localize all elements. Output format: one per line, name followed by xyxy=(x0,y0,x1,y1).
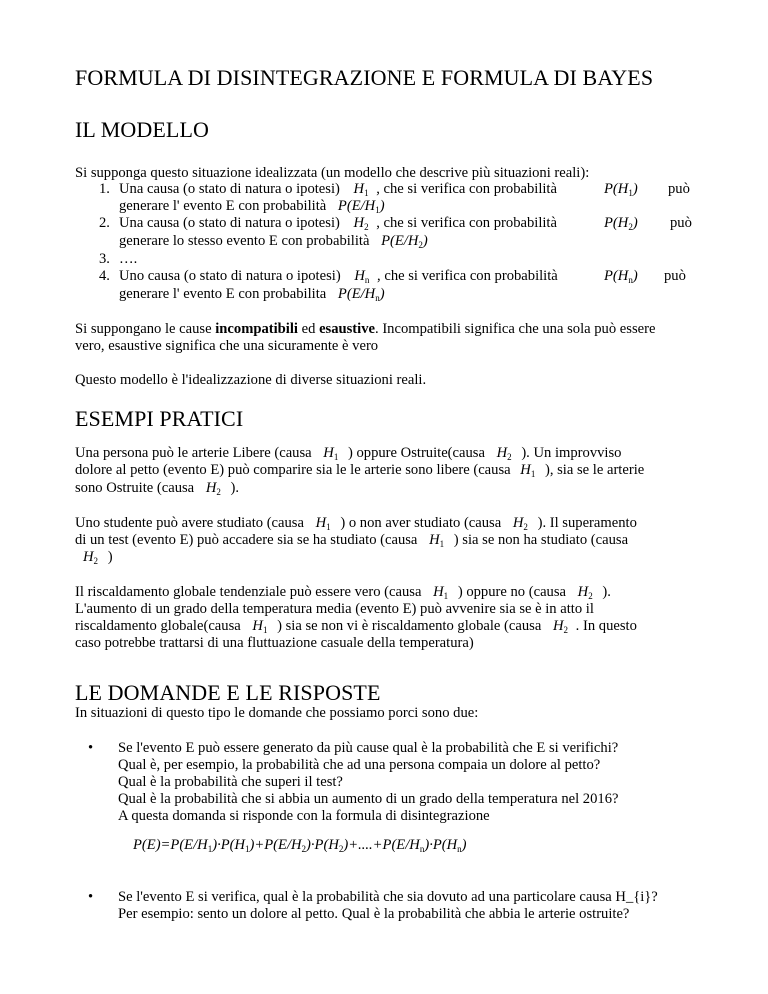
bullet2-line: Se l'evento E si verifica, qual è la probabilità che sia dovuto ad una particolare causa H_{i}? xyxy=(118,889,658,905)
section-heading-esempi: ESEMPI PRATICI xyxy=(75,406,244,431)
list-number: 3. xyxy=(99,251,110,267)
conditional-probability: $P(E/H_1)$ xyxy=(337,198,385,215)
section-heading-domande: LE DOMANDE E LE RISPOSTE xyxy=(75,680,381,705)
example1-line1: Una persona può le arterie Libere (causa $H_1$ ) oppure Ostruite(causa $H_2$ ). Un improvviso xyxy=(75,445,622,462)
domande-intro: In situazioni di questo tipo le domande che possiamo porci sono due: xyxy=(75,705,479,721)
list-item-line: Una causa (o stato di natura o ipotesi) $H_1$ , che si verifica con probabilità xyxy=(119,181,557,198)
bullet-icon: • xyxy=(88,740,94,756)
example2-line3: $H_2$ ) xyxy=(83,549,113,566)
example3-line3: riscaldamento globale(causa $H_1$ ) sia se non vi è riscaldamento globale (causa $H_2$ . In questo xyxy=(75,618,637,635)
bullet2-line: Per esempio: sento un dolore al petto. Qual è la probabilità che abbia le arterie ostruite? xyxy=(118,906,630,922)
list-number: 2. xyxy=(99,215,110,231)
list-item-line: Uno causa (o stato di natura o ipotesi) $H_n$ , che si verifica con probabilità xyxy=(119,268,558,285)
hypothesis-symbol: $H_n$ xyxy=(354,268,370,285)
hypothesis-symbol: $H_1$ xyxy=(353,181,369,198)
probability-symbol: $P(H_2)$ xyxy=(604,215,638,232)
conditional-probability: $P(E/H_n)$ xyxy=(337,286,385,303)
example1-line3: sono Ostruite (causa $H_2$ ). xyxy=(75,480,240,497)
example3-line1: Il riscaldamento globale tendenziale può essere vero (causa $H_1$ ) oppure no (causa $H_2$ ). xyxy=(75,584,611,601)
example1-line2: dolore al petto (evento E) può comparire sia le le arterie sono libere (causa $H_1$ ), sia se le arterie xyxy=(75,462,645,479)
assumption-paragraph-line2: vero, esaustive significa che una sicuramente è vero xyxy=(75,338,379,354)
list-number: 1. xyxy=(99,181,110,197)
bullet1-line: Qual è, per esempio, la probabilità che ad una persona compaia un dolore al petto? xyxy=(118,757,601,773)
hypothesis-symbol: $H_2$ xyxy=(353,215,369,232)
section-heading-modello: IL MODELLO xyxy=(75,117,209,142)
list-item-line: generare l' evento E con probabilita $P(E/H_n)$ xyxy=(119,286,385,303)
list-item-line: …. xyxy=(119,251,138,267)
list-item-tail: può xyxy=(664,268,686,284)
example3-line2: L'aumento di un grado della temperatura media (evento E) può avvenire sia se è in atto il xyxy=(75,601,594,617)
conditional-probability: $P(E/H_2)$ xyxy=(381,233,428,250)
probability-symbol: $P(H_1)$ xyxy=(604,181,638,198)
probability-symbol: $P(H_n)$ xyxy=(604,268,638,285)
document-title: FORMULA DI DISINTEGRAZIONE E FORMULA DI BAYES xyxy=(75,65,654,90)
list-number: 4. xyxy=(99,268,110,284)
example2-line2: di un test (evento E) può accadere sia se ha studiato (causa $H_1$ ) sia se non ha studiato (causa xyxy=(75,532,629,549)
bullet1-line: Qual è la probabilità che si abbia un aumento di un grado della temperatura nel 2016? xyxy=(118,791,619,807)
list-item-tail: può xyxy=(670,215,692,231)
modello-intro: Si supponga questo situazione idealizzata (un modello che descrive più situazioni reali): xyxy=(75,165,590,181)
example3-line4: caso potrebbe trattarsi di una fluttuazione casuale della temperatura) xyxy=(75,635,474,651)
ideal-paragraph: Questo modello è l'idealizzazione di diverse situazioni reali. xyxy=(75,372,427,388)
bullet-icon: • xyxy=(88,889,94,905)
assumption-paragraph-line1: Si suppongano le cause incompatibili ed esaustive. Incompatibili significa che una sola può essere xyxy=(75,321,656,337)
bullet1-line: Qual è la probabilità che superi il test? xyxy=(118,774,343,790)
example2-line1: Uno studente può avere studiato (causa $H_1$ ) o non aver studiato (causa $H_2$ ). Il superamento xyxy=(75,515,637,532)
disintegration-formula: $P(E)=P(E/H_1)\cdot P(H_1)+P(E/H_2)\cdot P(H_2)+....+P(E/H_n)\cdot P(H_n)$ xyxy=(133,837,467,854)
list-item-tail: può xyxy=(668,181,690,197)
list-item-line: Una causa (o stato di natura o ipotesi) $H_2$ , che si verifica con probabilità xyxy=(119,215,557,232)
list-item-line: generare l' evento E con probabilità $P(E/H_1)$ xyxy=(119,198,385,215)
bullet1-line: Se l'evento E può essere generato da più cause qual è la probabilità che E si verifichi? xyxy=(118,740,619,756)
list-item-line: generare lo stesso evento E con probabilità $P(E/H_2)$ xyxy=(119,233,428,250)
bullet1-line: A questa domanda si risponde con la formula di disintegrazione xyxy=(118,808,490,824)
